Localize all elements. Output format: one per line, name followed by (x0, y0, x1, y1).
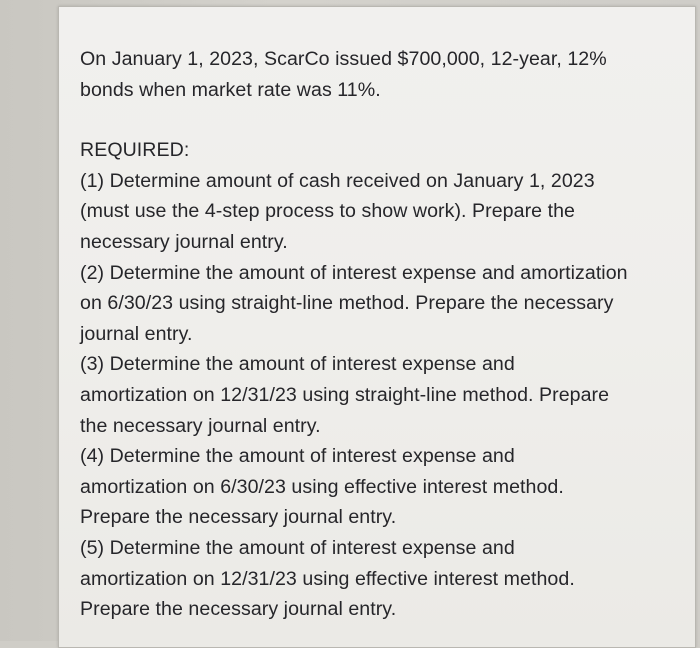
intro-line-1: On January 1, 2023, ScarCo issued $700,000, 12-year, 12% (80, 48, 607, 70)
required-heading: REQUIRED: (80, 139, 190, 162)
intro-line-2: bonds when market rate was 11%. (80, 78, 381, 101)
paragraph-gap (80, 105, 670, 135)
required-line: the necessary journal entry. (80, 414, 321, 437)
required-line: (5) Determine the amount of interest expense and (80, 536, 515, 559)
required-line: (must use the 4-step process to show work). Prepare the (80, 200, 575, 223)
required-line: necessary journal entry. (80, 230, 288, 253)
required-line: (1) Determine amount of cash received on January 1, 2023 (80, 169, 595, 192)
required-line: amortization on 6/30/23 using effective interest method. (80, 475, 564, 498)
required-line: Prepare the necessary journal entry. (80, 598, 397, 621)
required-line: (2) Determine the amount of interest expense and amortization (80, 261, 628, 284)
required-line: Prepare the necessary journal entry. (80, 506, 397, 529)
required-line: on 6/30/23 using straight-line method. Prepare the necessary (80, 292, 614, 315)
required-line: (3) Determine the amount of interest expense and (80, 353, 515, 376)
required-line: amortization on 12/31/23 using effective interest method. (80, 567, 575, 590)
problem-text (80, 44, 670, 625)
required-line: (4) Determine the amount of interest expense and (80, 445, 515, 468)
required-line: amortization on 12/31/23 using straight-line method. Prepare (80, 383, 610, 406)
required-line: journal entry. (80, 322, 193, 345)
